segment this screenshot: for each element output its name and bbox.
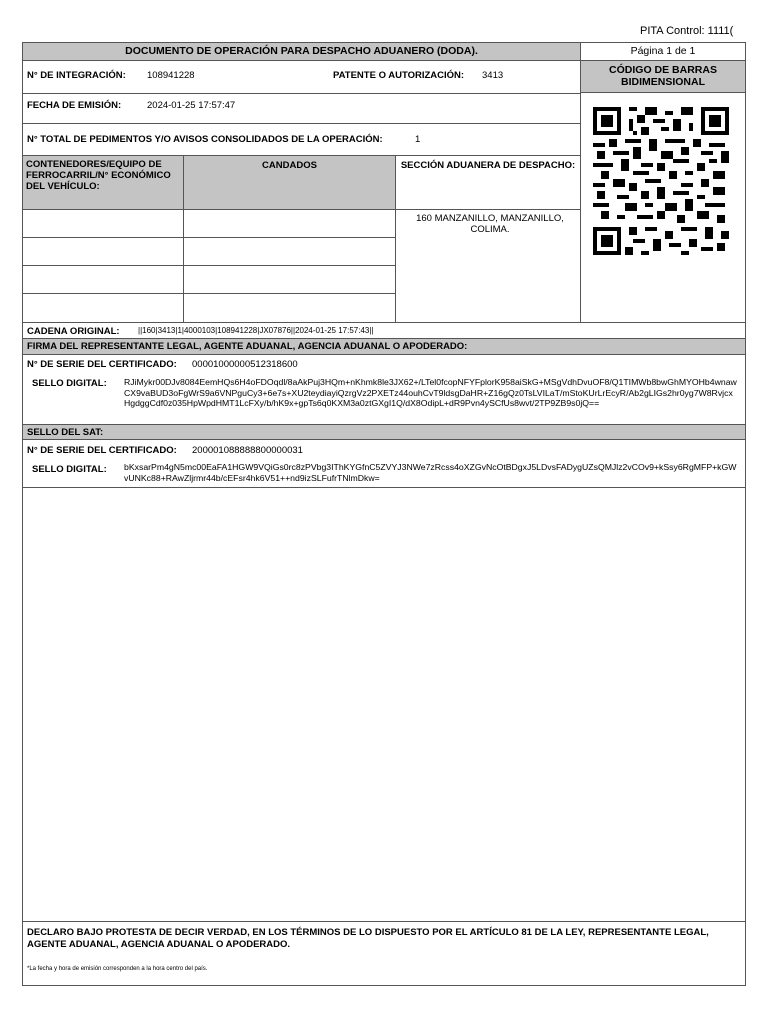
table-cell: [22, 265, 184, 294]
table-cell: [22, 209, 184, 238]
integracion-label: N° DE INTEGRACIÓN:: [27, 70, 126, 81]
sat-sello-value: bKxsarPm4gN5mc00EaFA1HGW9VQiGs0rc8zPVbg3IThKYGfnC5ZVYJ3NWe7zRcss4oXZGvNcOtBDgxJ5LDvsFADygUZsQMJlz2vCOv9+kSsy6RgMFP+kGWvUNKc88+RAwZljrmr44b/cEFsr4hk6V51++nd9izSLFufrTNlmDkw=: [124, 462, 737, 483]
barcode-title: CÓDIGO DE BARRAS BIDIMENSIONAL: [609, 64, 717, 88]
table-col3-title: SECCIÓN ADUANERA DE DESPACHO:: [400, 160, 576, 171]
table-cell: [22, 293, 184, 323]
firma-header: FIRMA DEL REPRESENTANTE LEGAL, AGENTE ADUANAL, AGENCIA ADUANAL O APODERADO:: [27, 341, 468, 352]
row-divider: [22, 123, 581, 124]
row-divider: [22, 487, 746, 488]
fecha-value: 2024-01-25 17:57:47: [147, 100, 236, 111]
integracion-value: 108941228: [147, 70, 195, 81]
table-cell: [22, 237, 184, 266]
table-cell: [183, 293, 396, 323]
rep-sello-value: RJiMykr00DJv8084EemHQs6H4oFDOqdl/8aAkPuj3HQm+nKhmk8le3JX62+/LTel0fcopNFYFplorK958aiSkG+MSgVdhDvuOF8/Q1TIMWb8bwGhMYOHb4wnawCX9vaBUD3oFgWrS9a6VNPguCy3+6e7s+XU2teydiayiQzrgVz2PXETz44ouhCvT9ldsgDaHR+Z16gQz0TsLVILaT/mStoKUrLrEcyR/Ab2gLIGs2hr0yg7W8RvjcxHgdggCdf0z035HpWpdHMT1LcFXy/b/hK9x+gpTs6q0KXM3a0ztGXgI1Q/dX8OdipL+dR9Pvn4ySCfUs8wvt/2TP9ZB9s0jQ==: [124, 377, 737, 408]
table-cell: [183, 265, 396, 294]
control-number: PITA Control: 1111(: [640, 25, 734, 37]
total-value: 1: [415, 134, 421, 145]
row-divider: [22, 921, 746, 922]
sat-sello-label: SELLO DIGITAL:: [32, 464, 107, 475]
table-col2-title: CANDADOS: [262, 160, 317, 171]
declaration-text: DECLARO BAJO PROTESTA DE DECIR VERDAD, EN LOS TÉRMINOS DE LO DISPUESTO POR EL ARTÍCULO 81 DE LA LEY, REPRESENTANTE LEGAL, AGENTE ADUANAL, AGENCIA ADUANAL O APODERADO.: [27, 927, 709, 950]
rep-sello-label: SELLO DIGITAL:: [32, 378, 107, 389]
footnote: *La fecha y hora de emisión corresponden a la hora centro del país.: [27, 966, 208, 972]
table-cell: [183, 209, 396, 238]
patente-label: PATENTE O AUTORIZACIÓN:: [333, 70, 465, 81]
cadena-value: ||160|3413|1|4000103|108941228|JX07876||2024-01-25 17:57:43||: [138, 326, 374, 335]
fecha-label: FECHA DE EMISIÓN:: [27, 100, 122, 111]
sat-header-bar: [22, 424, 746, 440]
sat-serie-label: N° DE SERIE DEL CERTIFICADO:: [27, 445, 177, 456]
row-divider: [22, 322, 746, 323]
doc-title: DOCUMENTO DE OPERACIÓN PARA DESPACHO ADUANERO (DODA).: [125, 45, 478, 57]
rep-serie-value: 00001000000512318600: [192, 359, 298, 370]
table-cell: [183, 237, 396, 266]
sat-header: SELLO DEL SAT:: [27, 427, 104, 438]
qr-code-icon: [593, 107, 729, 255]
total-label: N° TOTAL DE PEDIMENTOS Y/O AVISOS CONSOLIDADOS DE LA OPERACIÓN:: [27, 134, 383, 145]
seccion-value: 160 MANZANILLO, MANZANILLO, COLIMA.: [416, 213, 564, 235]
table-col1-title: CONTENEDORES/EQUIPO DE FERROCARRIL/N° ECONÓMICO DEL VEHÍCULO:: [26, 159, 171, 192]
cadena-label: CADENA ORIGINAL:: [27, 326, 120, 337]
patente-value: 3413: [482, 70, 504, 81]
sat-serie-value: 200001088888800000031: [192, 445, 303, 456]
row-divider: [22, 93, 581, 94]
page-label: Página 1 de 1: [630, 45, 696, 57]
rep-serie-label: N° DE SERIE DEL CERTIFICADO:: [27, 359, 177, 370]
